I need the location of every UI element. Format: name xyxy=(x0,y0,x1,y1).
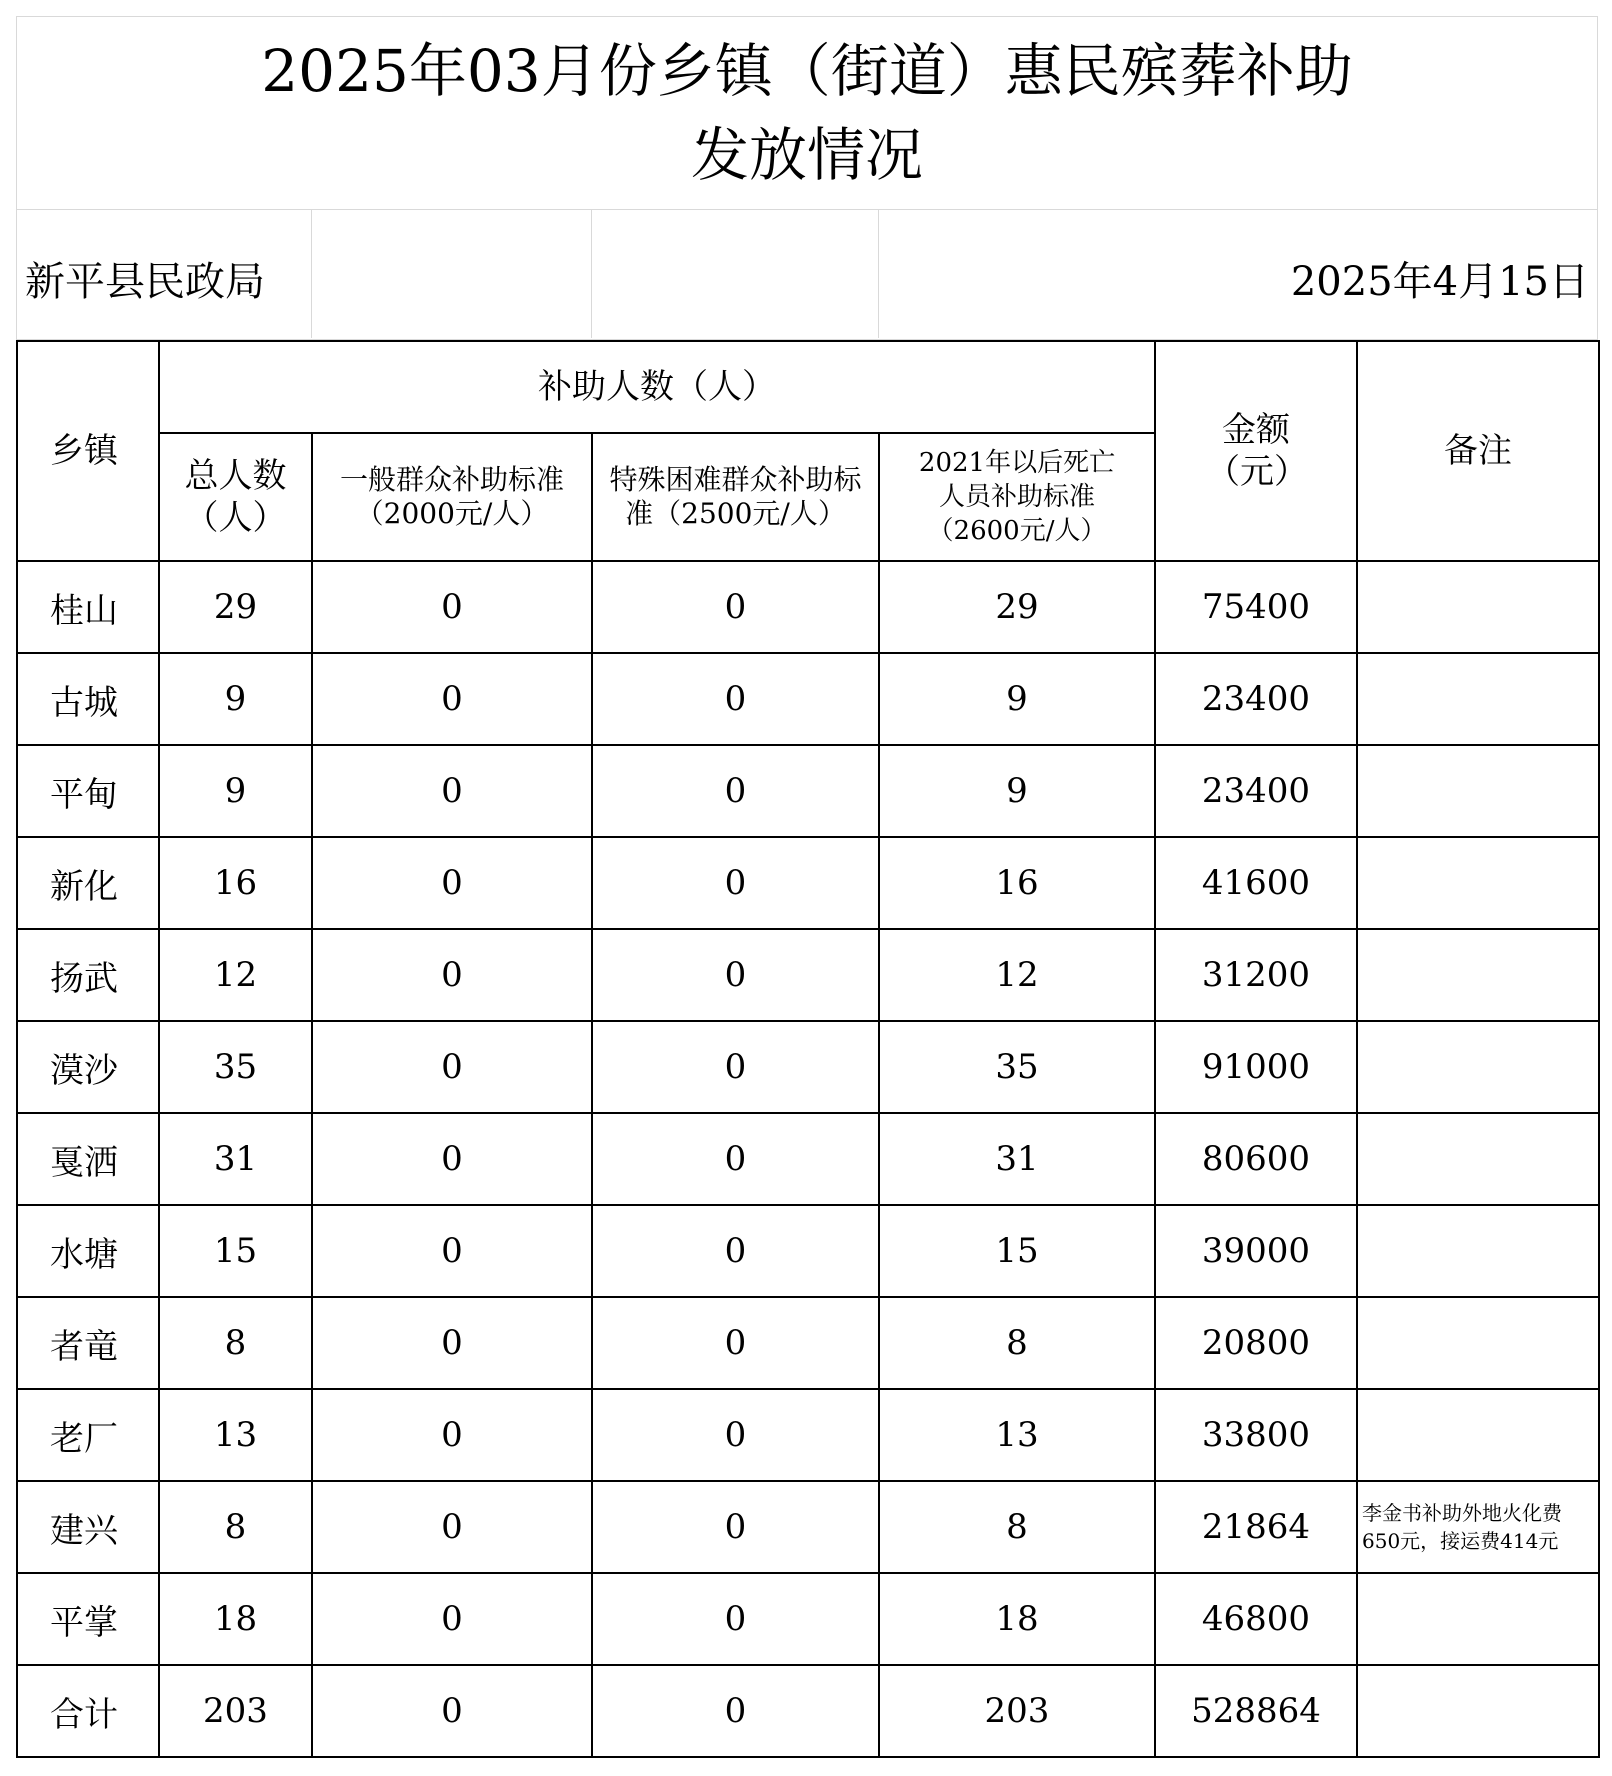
table-row xyxy=(17,1389,1599,1481)
cell-remark xyxy=(1357,1665,1599,1757)
cell-post2021: 16 xyxy=(879,837,1155,929)
cell-town: 平掌 xyxy=(17,1573,159,1665)
cell-remark xyxy=(1357,1113,1599,1205)
cell-general: 0 xyxy=(312,561,592,653)
cell-town: 桂山 xyxy=(17,561,159,653)
cell-amount: 528864 xyxy=(1155,1665,1357,1757)
cell-town: 新化 xyxy=(17,837,159,929)
report-date: 2025年4月15日 xyxy=(1290,259,1589,305)
table-row xyxy=(17,653,1599,745)
cell-special: 0 xyxy=(592,1481,879,1573)
table-row xyxy=(17,1297,1599,1389)
header-subsidy-count: 补助人数（人） xyxy=(159,341,1155,433)
cell-remark xyxy=(1357,1297,1599,1389)
page-title-line2: 发放情况 xyxy=(690,121,923,189)
cell-special: 0 xyxy=(592,653,879,745)
cell-total: 35 xyxy=(159,1021,312,1113)
cell-town: 水塘 xyxy=(17,1205,159,1297)
cell-post2021: 8 xyxy=(879,1481,1155,1573)
cell-special: 0 xyxy=(592,1389,879,1481)
cell-general: 0 xyxy=(312,1665,592,1757)
cell-post2021: 15 xyxy=(879,1205,1155,1297)
header-total-text: 总人数（人） xyxy=(184,456,287,538)
cell-special: 0 xyxy=(592,561,879,653)
cell-remark xyxy=(1357,653,1599,745)
cell-general: 0 xyxy=(312,745,592,837)
cell-amount: 23400 xyxy=(1155,653,1357,745)
cell-post2021: 8 xyxy=(879,1297,1155,1389)
table-row xyxy=(17,1205,1599,1297)
cell-special: 0 xyxy=(592,929,879,1021)
cell-amount: 31200 xyxy=(1155,929,1357,1021)
header-amount xyxy=(1155,341,1357,561)
cell-post2021: 13 xyxy=(879,1389,1155,1481)
header-general-text: 一般群众补助标准（2000元/人） xyxy=(339,463,564,530)
organization-name: 新平县民政局 xyxy=(25,259,265,305)
cell-special: 0 xyxy=(592,1113,879,1205)
header-special-text: 特殊困难群众补助标准（2500元/人） xyxy=(609,463,862,530)
info-cell-blank-2 xyxy=(592,210,879,338)
cell-general: 0 xyxy=(312,1481,592,1573)
cell-town: 者竜 xyxy=(17,1297,159,1389)
header-row-1 xyxy=(17,341,1599,433)
cell-post2021: 203 xyxy=(879,1665,1155,1757)
cell-amount: 20800 xyxy=(1155,1297,1357,1389)
cell-post2021: 9 xyxy=(879,653,1155,745)
cell-amount: 39000 xyxy=(1155,1205,1357,1297)
cell-total: 9 xyxy=(159,653,312,745)
cell-remark xyxy=(1357,837,1599,929)
cell-total: 203 xyxy=(159,1665,312,1757)
cell-special: 0 xyxy=(592,1573,879,1665)
page-title-line1: 2025年03月份乡镇（街道）惠民殡葬补助 xyxy=(261,37,1353,105)
cell-amount: 33800 xyxy=(1155,1389,1357,1481)
cell-special: 0 xyxy=(592,1021,879,1113)
cell-general: 0 xyxy=(312,1573,592,1665)
info-row xyxy=(16,210,1598,340)
info-cell-blank-1 xyxy=(312,210,592,338)
cell-special: 0 xyxy=(592,1297,879,1389)
report-sheet xyxy=(16,16,1598,1758)
cell-total: 16 xyxy=(159,837,312,929)
table-row xyxy=(17,1573,1599,1665)
header-general xyxy=(312,433,592,561)
header-remark: 备注 xyxy=(1357,341,1599,561)
cell-amount: 41600 xyxy=(1155,837,1357,929)
cell-total: 18 xyxy=(159,1573,312,1665)
header-total xyxy=(159,433,312,561)
header-post2021-text: 2021年以后死亡人员补助标准（2600元/人） xyxy=(918,448,1116,546)
cell-remark: 李金书补助外地火化费650元，接运费414元 xyxy=(1357,1481,1599,1573)
cell-town: 平甸 xyxy=(17,745,159,837)
cell-total: 8 xyxy=(159,1481,312,1573)
cell-amount: 21864 xyxy=(1155,1481,1357,1573)
cell-post2021: 31 xyxy=(879,1113,1155,1205)
cell-amount: 75400 xyxy=(1155,561,1357,653)
cell-town: 老厂 xyxy=(17,1389,159,1481)
table-row xyxy=(17,929,1599,1021)
cell-general: 0 xyxy=(312,1205,592,1297)
info-cell-org xyxy=(17,210,312,338)
cell-total: 13 xyxy=(159,1389,312,1481)
table-row xyxy=(17,745,1599,837)
cell-post2021: 12 xyxy=(879,929,1155,1021)
cell-town: 漠沙 xyxy=(17,1021,159,1113)
header-amount-text: 金额（元） xyxy=(1206,410,1308,492)
cell-post2021: 9 xyxy=(879,745,1155,837)
cell-total: 15 xyxy=(159,1205,312,1297)
table-row xyxy=(17,837,1599,929)
table-row xyxy=(17,561,1599,653)
cell-amount: 23400 xyxy=(1155,745,1357,837)
cell-amount: 80600 xyxy=(1155,1113,1357,1205)
cell-remark xyxy=(1357,745,1599,837)
cell-post2021: 29 xyxy=(879,561,1155,653)
table-row xyxy=(17,1665,1599,1757)
cell-remark xyxy=(1357,1573,1599,1665)
header-post2021 xyxy=(879,433,1155,561)
header-town: 乡镇 xyxy=(17,341,159,561)
cell-general: 0 xyxy=(312,1297,592,1389)
cell-town: 建兴 xyxy=(17,1481,159,1573)
table-row xyxy=(17,1481,1599,1573)
cell-remark xyxy=(1357,1021,1599,1113)
header-special xyxy=(592,433,879,561)
cell-town: 扬武 xyxy=(17,929,159,1021)
cell-special: 0 xyxy=(592,837,879,929)
cell-remark xyxy=(1357,929,1599,1021)
cell-remark xyxy=(1357,1205,1599,1297)
cell-total: 29 xyxy=(159,561,312,653)
cell-town: 合计 xyxy=(17,1665,159,1757)
cell-general: 0 xyxy=(312,1389,592,1481)
subsidy-table xyxy=(16,340,1600,1758)
cell-total: 8 xyxy=(159,1297,312,1389)
cell-special: 0 xyxy=(592,745,879,837)
cell-general: 0 xyxy=(312,1021,592,1113)
title-block xyxy=(16,16,1598,210)
cell-amount: 91000 xyxy=(1155,1021,1357,1113)
cell-post2021: 35 xyxy=(879,1021,1155,1113)
cell-remark xyxy=(1357,561,1599,653)
cell-special: 0 xyxy=(592,1665,879,1757)
table-row xyxy=(17,1113,1599,1205)
cell-general: 0 xyxy=(312,837,592,929)
cell-special: 0 xyxy=(592,1205,879,1297)
cell-town: 戛洒 xyxy=(17,1113,159,1205)
table-row xyxy=(17,1021,1599,1113)
cell-total: 9 xyxy=(159,745,312,837)
cell-total: 31 xyxy=(159,1113,312,1205)
cell-total: 12 xyxy=(159,929,312,1021)
cell-amount: 46800 xyxy=(1155,1573,1357,1665)
cell-general: 0 xyxy=(312,653,592,745)
cell-general: 0 xyxy=(312,1113,592,1205)
cell-remark xyxy=(1357,1389,1599,1481)
cell-town: 古城 xyxy=(17,653,159,745)
cell-post2021: 18 xyxy=(879,1573,1155,1665)
cell-general: 0 xyxy=(312,929,592,1021)
